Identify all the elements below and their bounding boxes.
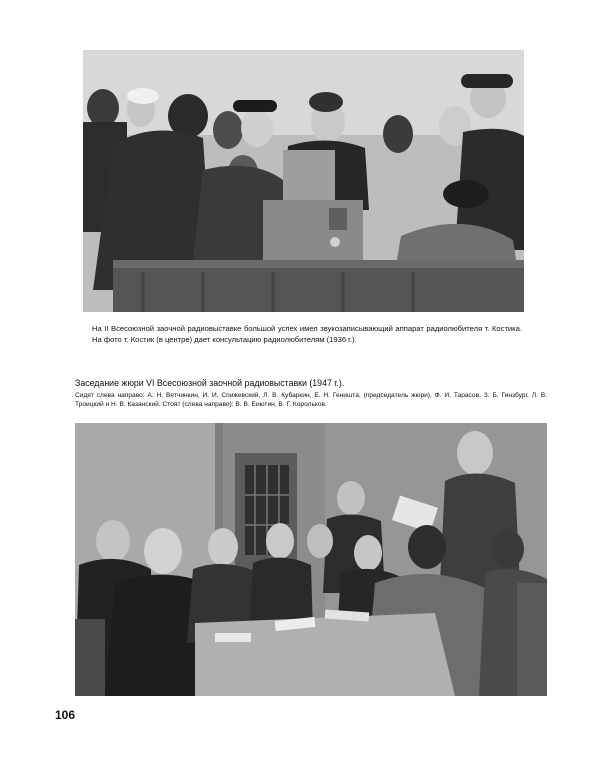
photo2-caption: Сидят слева направо: А. Н. Ветчинкин, И. И. Спижевский, Л. В. Кубаркин, Е. Н. Геништа, (председатель жюри), Ф. И. Тарасов, З. Б. Гинзбург, Л. В. Троицкий и Н. В. Казанский. Стоят (слева направо): В. В. Еиютин, В. Г. Корольков. <box>75 392 547 409</box>
photo2-heading: Заседание жюри VI Всесоюзной заочной радиовыставки (1947 г.). <box>75 378 345 388</box>
jury-meeting-photo <box>75 423 547 696</box>
jury-meeting-photo-image <box>75 423 547 696</box>
photo1-caption: На II Всесоюзной заочной радиовыставке большой успех имел звукозаписывающий аппарат радиолюбителя т. Костика. На фото т. Костик (в центре) дает консультацию радиолюбителям (1936 г.). <box>92 324 522 344</box>
radio-exhibition-photo-image <box>83 50 524 312</box>
page-number: 106 <box>55 708 76 722</box>
radio-exhibition-photo <box>83 50 524 312</box>
